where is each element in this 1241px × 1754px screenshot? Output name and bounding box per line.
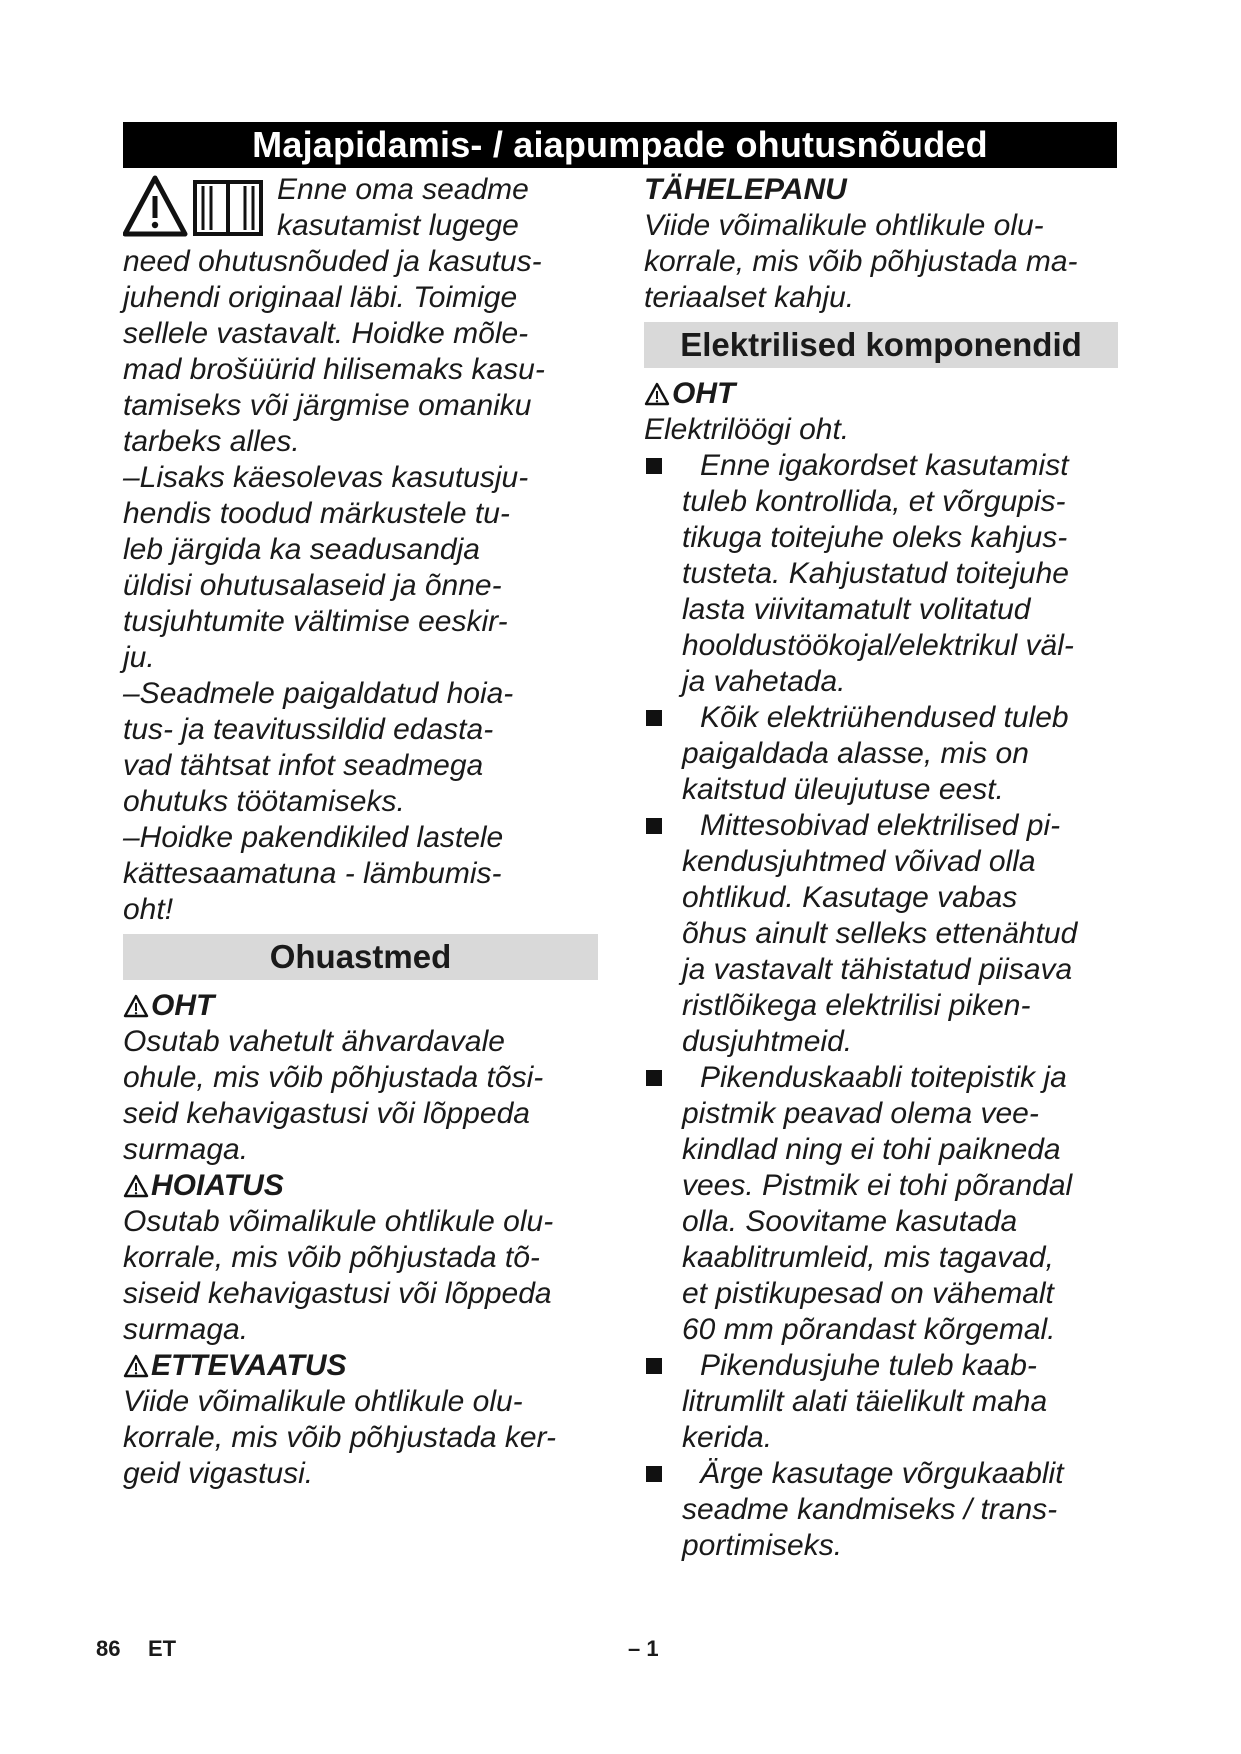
bullet-line: Pikendusjuhe tuleb kaab-	[700, 1349, 1037, 1382]
section-heading-elektrilised: Elektrilised komponendid	[644, 322, 1118, 368]
dash-line: ju.	[123, 641, 155, 674]
level-line: ohule, mis võib põhjustada tõsi-	[123, 1061, 544, 1094]
danger-text: Elektrilöögi oht.	[644, 413, 850, 446]
level-line: surmaga.	[123, 1313, 249, 1346]
black-square-icon	[646, 710, 662, 726]
warning-triangle-icon	[123, 1174, 149, 1198]
open-book-icon	[195, 182, 261, 234]
dash-item	[123, 460, 598, 676]
section-heading-ohuastmed: Ohuastmed	[123, 934, 598, 980]
bullet-line: pistmik peavad olema vee-	[682, 1097, 1039, 1130]
intro-line: juhendi originaal läbi. Toimige	[123, 281, 518, 314]
dash-list	[123, 460, 598, 928]
list-item	[644, 808, 1118, 1060]
dash-line: ohutuks töötamiseks.	[123, 785, 405, 818]
bullet-line: dusjuhtmeid.	[682, 1025, 853, 1058]
bullet-line: Kõik elektriühendused tuleb	[700, 701, 1069, 734]
intro-line: need ohutusnõuded ja kasutus-	[123, 245, 542, 278]
warning-triangle-icon	[123, 994, 149, 1018]
bullet-line: Mittesobivad elektrilised pi-	[700, 809, 1061, 842]
dash-item	[123, 676, 598, 820]
warning-triangle-icon	[123, 1354, 149, 1378]
bullet-line: ohtlikud. Kasutage vabas	[682, 881, 1018, 914]
bullet-line: 60 mm põrandast kõrgemal.	[682, 1313, 1056, 1346]
danger-level-ettevaatus	[123, 1348, 598, 1492]
bullet-line: kaablitrumleid, mis tagavad,	[682, 1241, 1054, 1274]
black-square-icon	[646, 818, 662, 834]
list-item	[644, 1060, 1118, 1348]
bullet-line: olla. Soovitame kasutada	[682, 1205, 1018, 1238]
bullet-line: portimiseks.	[682, 1529, 843, 1562]
left-column	[123, 172, 598, 1492]
intro-line: sellele vastavalt. Hoidke mõle-	[123, 317, 529, 350]
intro-line: mad brošüürid hilisemaks kasu-	[123, 353, 545, 386]
dash-line: vad tähtsat infot seadmega	[123, 749, 484, 782]
black-square-icon	[646, 1358, 662, 1374]
bullet-line: ristlõikega elektrilisi piken-	[682, 989, 1031, 1022]
bullet-line: hooldustöökojal/elektrikul väl-	[682, 629, 1074, 662]
bullet-line: Pikenduskaabli toitepistik ja	[700, 1061, 1067, 1094]
notice-line: korrale, mis võib põhjustada ma-	[644, 245, 1078, 278]
bullet-line: kaitstud üleujutuse eest.	[682, 773, 1004, 806]
bullet-line: tuleb kontrollida, et võrgupis-	[682, 485, 1066, 518]
list-item	[644, 1348, 1118, 1456]
dash-item	[123, 820, 598, 928]
bullet-list	[644, 448, 1118, 1564]
dash-line: tus- ja teavitussildid edasta-	[123, 713, 494, 746]
list-item	[644, 448, 1118, 700]
level-label: ETTEVAATUS	[151, 1349, 347, 1382]
list-item	[644, 1456, 1118, 1564]
bullet-line: kindlad ning ei tohi paikneda	[682, 1133, 1061, 1166]
dash-line: üldisi ohutusalaseid ja õnne-	[123, 569, 502, 602]
black-square-icon	[646, 1466, 662, 1482]
dash-line: leb järgida ka seadusandja	[123, 533, 480, 566]
bullet-line: et pistikupesad on vähemalt	[682, 1277, 1054, 1310]
bullet-line: õhus ainult selleks ettenähtud	[682, 917, 1078, 950]
level-line: Viide võimalikule ohtlikule olu-	[123, 1385, 523, 1418]
black-square-icon	[646, 458, 662, 474]
intro-icons	[123, 172, 269, 244]
bullet-line: kendusjuhtmed võivad olla	[682, 845, 1036, 878]
page-number: 86	[96, 1636, 121, 1661]
level-line: siseid kehavigastusi või lõppeda	[123, 1277, 552, 1310]
intro-block	[123, 172, 598, 460]
level-label: OHT	[151, 989, 215, 1022]
bullet-line: tikuga toitejuhe oleks kahjus-	[682, 521, 1068, 554]
bullet-line: tusteta. Kahjustatud toitejuhe	[682, 557, 1069, 590]
level-line: Osutab vahetult ähvardavale	[123, 1025, 505, 1058]
level-line: geid vigastusi.	[123, 1457, 314, 1490]
dash-line: kättesaamatuna - lämbumis-	[123, 857, 502, 890]
language-code: ET	[148, 1636, 177, 1661]
list-item	[644, 700, 1118, 808]
bullet-line: paigaldada alasse, mis on	[682, 737, 1029, 770]
bullet-line: lasta viivitamatult volitatud	[682, 593, 1031, 626]
dash-line: –Lisaks käesolevas kasutusju-	[123, 461, 529, 494]
bullet-line: ja vastavalt tähistatud piisava	[682, 953, 1073, 986]
level-label: HOIATUS	[151, 1169, 284, 1202]
notice-line: Viide võimalikule ohtlikule olu-	[644, 209, 1044, 242]
warning-triangle-icon	[644, 382, 670, 406]
notice-block	[644, 172, 1118, 316]
level-line: Osutab võimalikule ohtlikule olu-	[123, 1205, 554, 1238]
bullet-line: Enne igakordset kasutamist	[700, 449, 1069, 482]
footer-center: – 1	[628, 1636, 659, 1661]
dash-line: –Hoidke pakendikiled lastele	[123, 821, 504, 854]
bullet-line: kerida.	[682, 1421, 773, 1454]
level-line: seid kehavigastusi või lõppeda	[123, 1097, 530, 1130]
level-line: korrale, mis võib põhjustada ker-	[123, 1421, 556, 1454]
page-title: Majapidamis- / aiapumpade ohutusnõuded	[123, 122, 1117, 168]
bullet-line: vees. Pistmik ei tohi põrandal	[682, 1169, 1073, 1202]
right-column	[644, 172, 1118, 1564]
dash-line: tusjuhtumite vältimise eeskir-	[123, 605, 508, 638]
level-line: korrale, mis võib põhjustada tõ-	[123, 1241, 540, 1274]
intro-line: tarbeks alles.	[123, 425, 300, 458]
danger-level-oht	[123, 988, 598, 1168]
black-square-icon	[646, 1070, 662, 1086]
dash-line: hendis toodud märkustele tu-	[123, 497, 510, 530]
intro-line: tamiseks või järgmise omaniku	[123, 389, 532, 422]
intro-line: Enne oma seadme	[277, 173, 529, 206]
bullet-line: litrumlilt alati täielikult maha	[682, 1385, 1048, 1418]
notice-line: teriaalset kahju.	[644, 281, 855, 314]
level-line: surmaga.	[123, 1133, 249, 1166]
warning-triangle-icon	[125, 178, 185, 234]
bullet-line: ja vahetada.	[682, 665, 846, 698]
danger-label: OHT	[672, 377, 736, 410]
bullet-line: seadme kandmiseks / trans-	[682, 1493, 1058, 1526]
dash-line: oht!	[123, 893, 174, 926]
intro-line: kasutamist lugege	[277, 209, 519, 242]
dash-line: –Seadmele paigaldatud hoia-	[123, 677, 514, 710]
notice-label: TÄHELEPANU	[644, 173, 847, 206]
danger-level-hoiatus	[123, 1168, 598, 1348]
bullet-line: Ärge kasutage võrgukaablit	[700, 1457, 1064, 1490]
